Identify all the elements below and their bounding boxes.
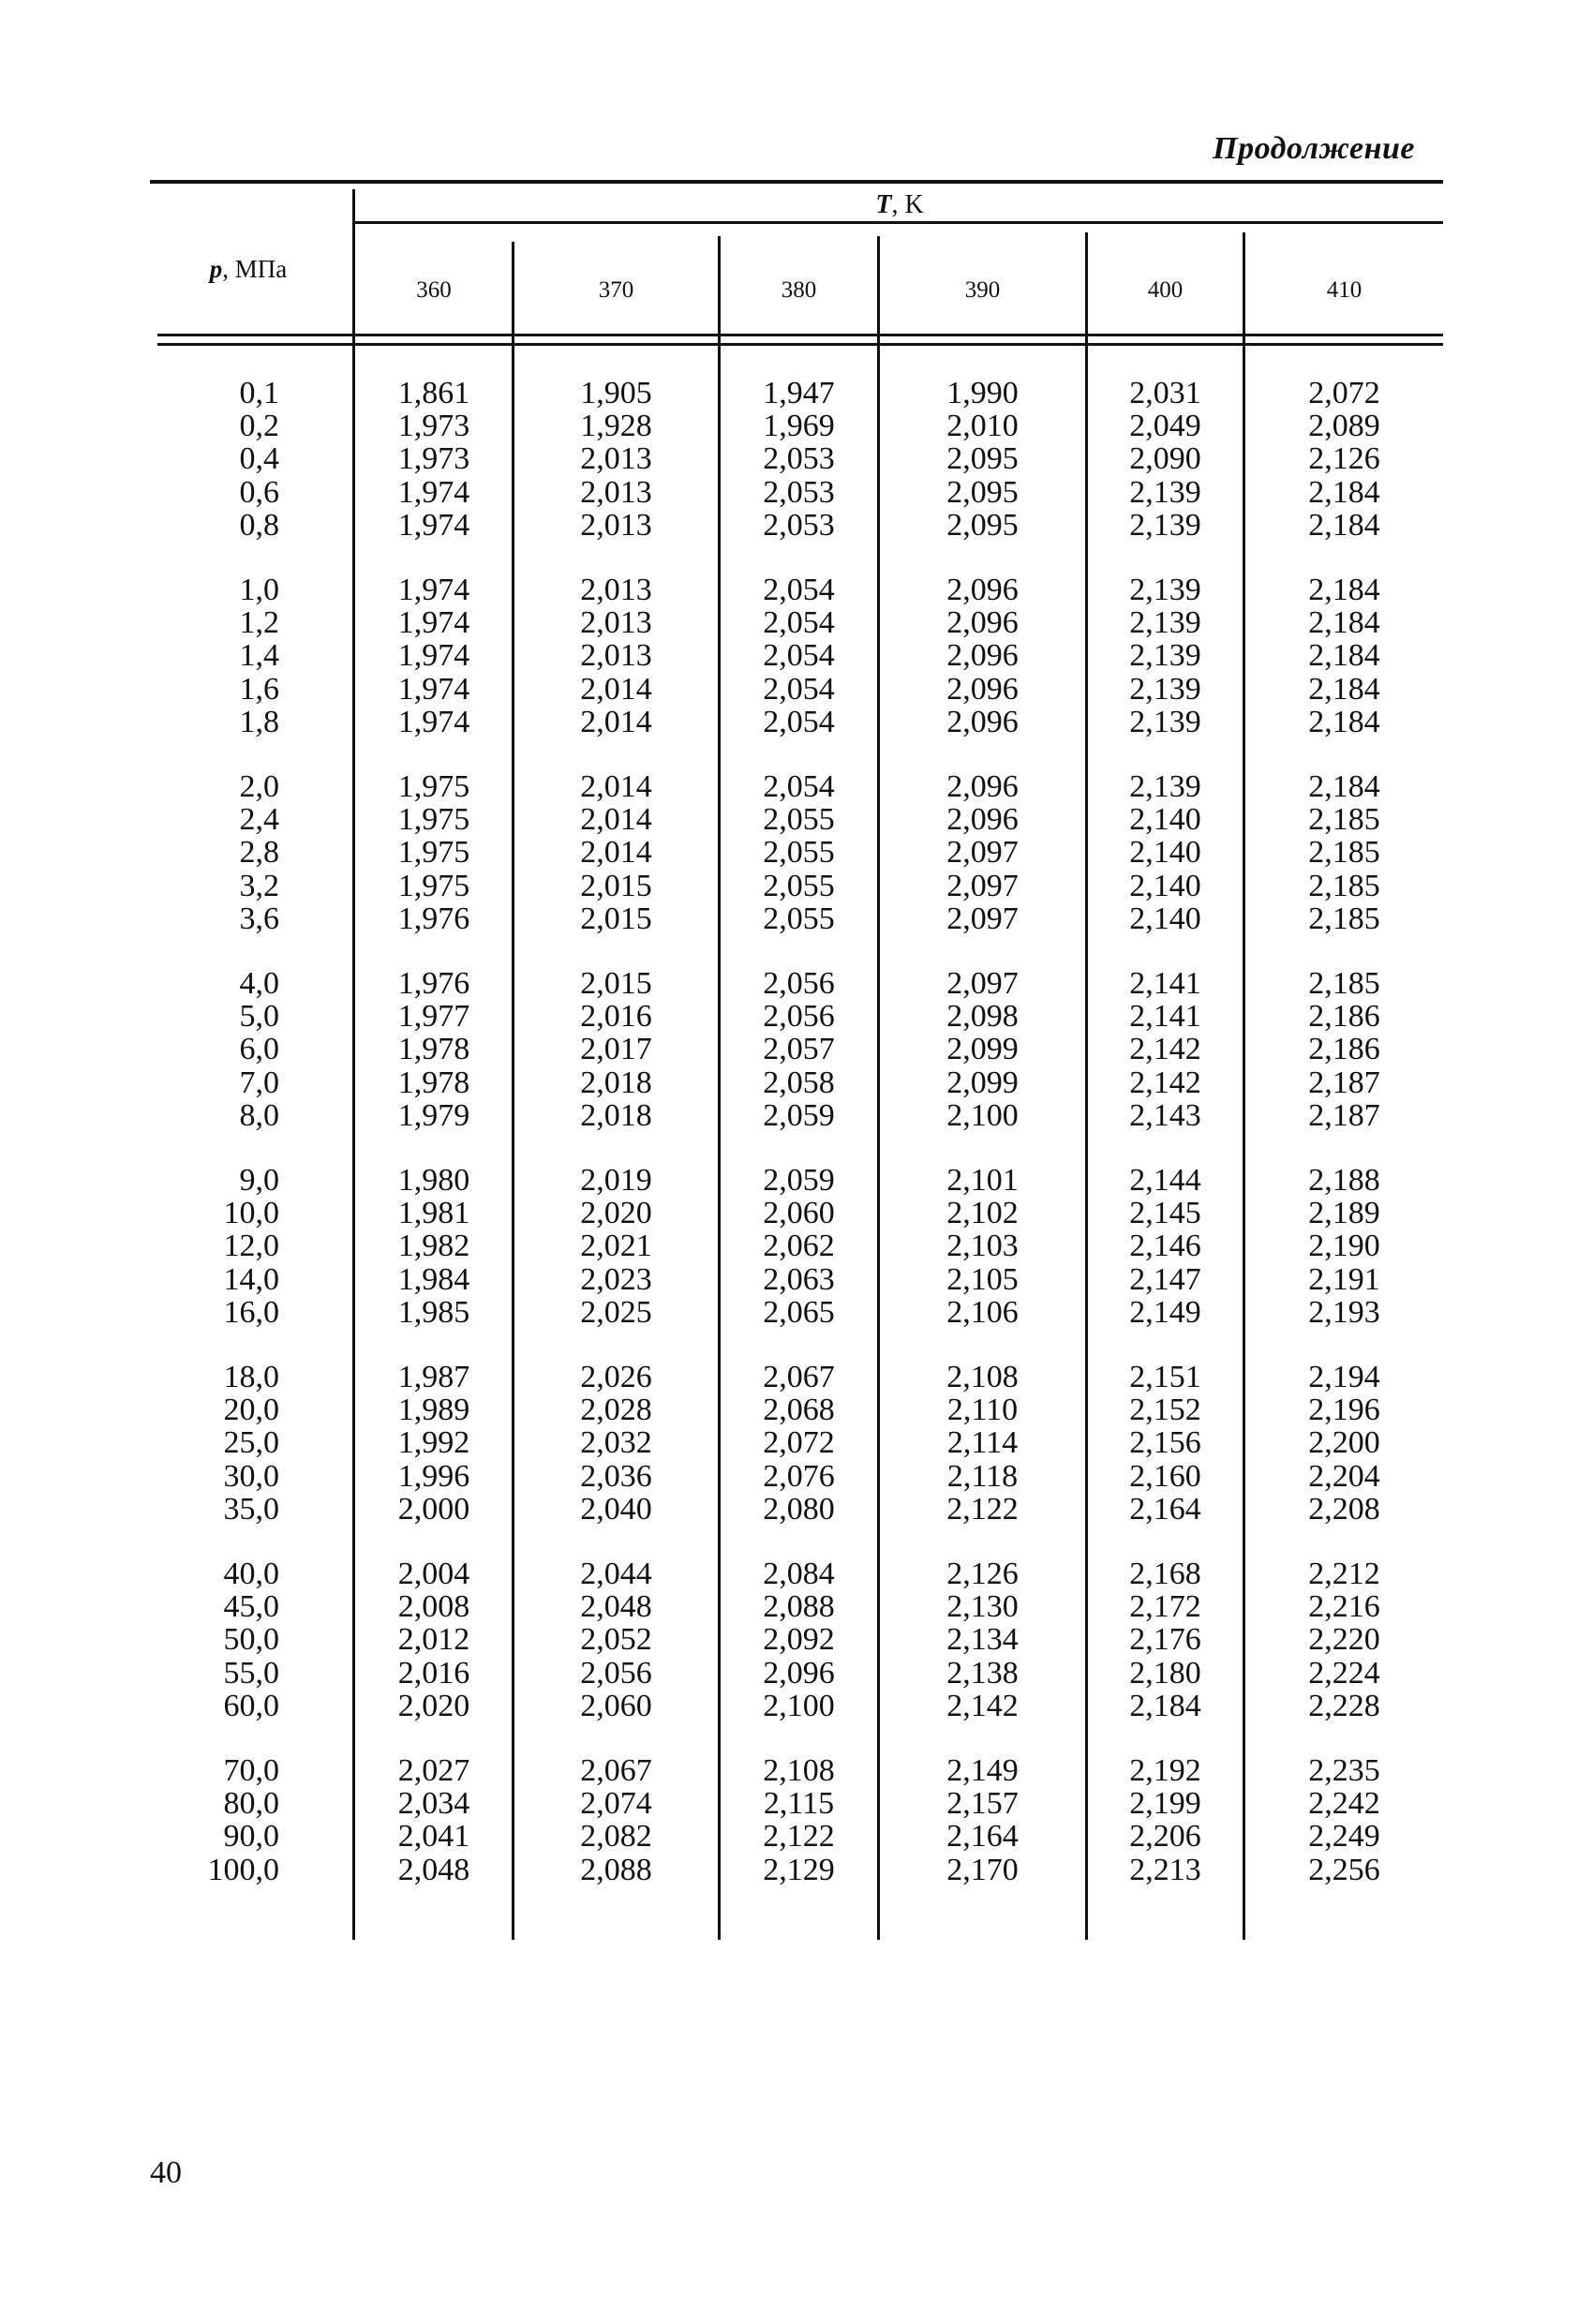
- value-cell: 2,097: [946, 966, 1019, 1001]
- value-cell: 2,031: [1129, 376, 1201, 410]
- value-cell: 2,193: [1308, 1294, 1380, 1330]
- value-cell: 2,099: [946, 1065, 1019, 1100]
- value-cell: 2,208: [1308, 1491, 1380, 1527]
- temperature-column-header: 400: [1147, 277, 1184, 303]
- value-cell: 2,192: [1129, 1753, 1201, 1788]
- pressure-cell: 55,0: [223, 1655, 279, 1691]
- value-cell: 2,036: [580, 1458, 652, 1494]
- value-cell: 2,014: [580, 802, 652, 838]
- value-cell: 2,185: [1308, 901, 1380, 936]
- value-cell: 2,139: [1129, 769, 1201, 804]
- value-cell: 2,060: [580, 1688, 652, 1723]
- value-cell: 2,228: [1308, 1688, 1380, 1723]
- value-cell: 2,018: [580, 1097, 652, 1133]
- value-cell: 2,204: [1308, 1458, 1380, 1494]
- value-cell: 2,151: [1129, 1360, 1201, 1394]
- value-cell: 1,981: [397, 1196, 470, 1231]
- value-cell: 2,000: [397, 1491, 470, 1527]
- value-cell: 2,041: [397, 1819, 470, 1855]
- value-cell: 2,139: [1129, 573, 1201, 607]
- value-cell: 2,170: [946, 1852, 1019, 1887]
- value-cell: 2,190: [1308, 1229, 1380, 1264]
- value-cell: 2,026: [580, 1360, 652, 1394]
- value-cell: 2,149: [1129, 1294, 1201, 1330]
- value-cell: 2,056: [580, 1655, 652, 1691]
- value-cell: 2,027: [397, 1753, 470, 1788]
- value-cell: 2,040: [580, 1491, 652, 1527]
- value-cell: 2,102: [946, 1196, 1019, 1231]
- pressure-cell: 8,0: [239, 1097, 279, 1133]
- pressure-cell: 2,0: [239, 769, 279, 804]
- pressure-cell: 1,0: [239, 573, 279, 607]
- value-cell: 2,199: [1129, 1786, 1201, 1822]
- value-cell: 1,985: [397, 1294, 470, 1330]
- pressure-cell: 1,8: [239, 704, 279, 739]
- pressure-cell: 90,0: [223, 1819, 279, 1855]
- value-cell: 2,122: [946, 1491, 1019, 1527]
- value-cell: 2,152: [1129, 1393, 1201, 1428]
- value-cell: 2,184: [1308, 769, 1380, 804]
- value-cell: 1,987: [397, 1360, 470, 1394]
- value-cell: 2,100: [763, 1688, 835, 1723]
- value-cell: 2,076: [763, 1458, 835, 1494]
- pressure-cell: 60,0: [223, 1688, 279, 1723]
- value-cell: 2,014: [580, 671, 652, 707]
- value-cell: 2,138: [946, 1655, 1019, 1691]
- value-cell: 2,013: [580, 507, 652, 543]
- value-cell: 2,140: [1129, 802, 1201, 838]
- value-cell: 2,060: [763, 1196, 835, 1231]
- value-cell: 2,057: [763, 1032, 835, 1067]
- page-number: 40: [150, 2155, 182, 2190]
- value-cell: 2,186: [1308, 999, 1380, 1035]
- value-cell: 2,010: [946, 409, 1019, 444]
- value-cell: 2,206: [1129, 1819, 1201, 1855]
- pressure-cell: 25,0: [223, 1425, 279, 1461]
- value-cell: 1,979: [397, 1097, 470, 1133]
- value-cell: 2,126: [1308, 441, 1380, 477]
- value-cell: 1,905: [580, 376, 652, 410]
- value-cell: 2,015: [580, 966, 652, 1001]
- value-cell: 2,095: [946, 507, 1019, 543]
- pressure-cell: 0,6: [239, 474, 279, 510]
- value-cell: 2,092: [763, 1622, 835, 1658]
- value-cell: 2,176: [1129, 1622, 1201, 1658]
- value-cell: 1,975: [397, 868, 470, 903]
- pressure-cell: 5,0: [239, 999, 279, 1035]
- pressure-cell: 1,6: [239, 671, 279, 707]
- value-cell: 2,054: [763, 605, 835, 641]
- value-cell: 2,145: [1129, 1196, 1201, 1231]
- value-cell: 1,974: [397, 573, 470, 607]
- value-cell: 2,088: [580, 1852, 652, 1887]
- value-cell: 2,015: [580, 868, 652, 903]
- value-cell: 2,017: [580, 1032, 652, 1067]
- value-cell: 2,072: [763, 1425, 835, 1461]
- value-cell: 1,975: [397, 835, 470, 871]
- pressure-cell: 6,0: [239, 1032, 279, 1067]
- value-cell: 2,224: [1308, 1655, 1380, 1691]
- value-cell: 2,056: [763, 966, 835, 1001]
- value-cell: 2,053: [763, 441, 835, 477]
- value-cell: 1,861: [397, 376, 470, 410]
- value-cell: 2,097: [946, 901, 1019, 936]
- value-cell: 2,122: [763, 1819, 835, 1855]
- value-cell: 2,101: [946, 1163, 1019, 1198]
- value-cell: 2,074: [580, 1786, 652, 1822]
- value-cell: 2,185: [1308, 868, 1380, 903]
- pressure-cell: 0,2: [239, 409, 279, 444]
- pressure-cell: 50,0: [223, 1622, 279, 1658]
- value-cell: 2,172: [1129, 1589, 1201, 1625]
- value-cell: 2,088: [763, 1589, 835, 1625]
- value-cell: 2,108: [946, 1360, 1019, 1394]
- value-cell: 1,974: [397, 605, 470, 641]
- temperature-column-header: 380: [781, 277, 817, 303]
- pressure-cell: 20,0: [223, 1393, 279, 1428]
- value-cell: 1,975: [397, 802, 470, 838]
- value-cell: 2,020: [397, 1688, 470, 1723]
- value-cell: 2,146: [1129, 1229, 1201, 1264]
- pressure-cell: 7,0: [239, 1065, 279, 1100]
- value-cell: 1,973: [397, 409, 470, 444]
- value-cell: 2,140: [1129, 835, 1201, 871]
- value-cell: 2,235: [1308, 1753, 1380, 1788]
- temperature-column-header: 390: [964, 277, 1001, 303]
- value-cell: 2,156: [1129, 1425, 1201, 1461]
- value-cell: 2,012: [397, 1622, 470, 1658]
- value-cell: 2,054: [763, 638, 835, 674]
- value-cell: 2,052: [580, 1622, 652, 1658]
- value-cell: 2,191: [1308, 1261, 1380, 1297]
- value-cell: 1,974: [397, 638, 470, 674]
- value-cell: 2,141: [1129, 966, 1201, 1001]
- value-cell: 2,187: [1308, 1097, 1380, 1133]
- value-cell: 2,013: [580, 638, 652, 674]
- pressure-cell: 9,0: [239, 1163, 279, 1198]
- value-cell: 2,059: [763, 1097, 835, 1133]
- value-cell: 2,185: [1308, 835, 1380, 871]
- value-cell: 2,053: [763, 507, 835, 543]
- value-cell: 1,947: [763, 376, 835, 410]
- pressure-cell: 4,0: [239, 966, 279, 1001]
- value-cell: 1,976: [397, 966, 470, 1001]
- value-cell: 2,256: [1308, 1852, 1380, 1887]
- value-cell: 2,055: [763, 835, 835, 871]
- value-cell: 2,187: [1308, 1065, 1380, 1100]
- value-cell: 2,139: [1129, 671, 1201, 707]
- value-cell: 2,016: [397, 1655, 470, 1691]
- value-cell: 2,028: [580, 1393, 652, 1428]
- value-cell: 2,084: [763, 1557, 835, 1591]
- value-cell: 2,141: [1129, 999, 1201, 1035]
- pressure-cell: 14,0: [223, 1261, 279, 1297]
- value-cell: 2,096: [946, 638, 1019, 674]
- value-cell: 2,168: [1129, 1557, 1201, 1591]
- value-cell: 2,062: [763, 1229, 835, 1264]
- value-cell: 2,142: [1129, 1032, 1201, 1067]
- value-cell: 2,096: [946, 671, 1019, 707]
- pressure-cell: 70,0: [223, 1753, 279, 1788]
- value-cell: 2,096: [946, 605, 1019, 641]
- value-cell: 2,097: [946, 868, 1019, 903]
- value-cell: 2,021: [580, 1229, 652, 1264]
- pressure-cell: 10,0: [223, 1196, 279, 1231]
- value-cell: 2,139: [1129, 704, 1201, 739]
- value-cell: 2,098: [946, 999, 1019, 1035]
- value-cell: 2,067: [580, 1753, 652, 1788]
- value-cell: 2,188: [1308, 1163, 1380, 1198]
- value-cell: 2,053: [763, 474, 835, 510]
- value-cell: 2,140: [1129, 868, 1201, 903]
- value-cell: 2,164: [1129, 1491, 1201, 1527]
- temperature-unit: , K: [891, 190, 924, 219]
- value-cell: 2,139: [1129, 638, 1201, 674]
- value-cell: 2,106: [946, 1294, 1019, 1330]
- value-cell: 2,080: [763, 1491, 835, 1527]
- value-cell: 2,058: [763, 1065, 835, 1100]
- value-cell: 2,096: [763, 1655, 835, 1691]
- value-cell: 2,147: [1129, 1261, 1201, 1297]
- value-cell: 2,242: [1308, 1786, 1380, 1822]
- value-cell: 1,973: [397, 441, 470, 477]
- value-cell: 2,054: [763, 671, 835, 707]
- value-cell: 2,054: [763, 769, 835, 804]
- value-cell: 2,044: [580, 1557, 652, 1591]
- value-cell: 2,095: [946, 441, 1019, 477]
- pressure-cell: 12,0: [223, 1229, 279, 1264]
- pressure-cell: 16,0: [223, 1294, 279, 1330]
- value-cell: 2,054: [763, 573, 835, 607]
- pressure-cell: 2,8: [239, 835, 279, 871]
- value-cell: 2,157: [946, 1786, 1019, 1822]
- value-cell: 2,130: [946, 1589, 1019, 1625]
- value-cell: 2,055: [763, 802, 835, 838]
- value-cell: 2,056: [763, 999, 835, 1035]
- value-cell: 2,096: [946, 573, 1019, 607]
- value-cell: 1,974: [397, 671, 470, 707]
- pressure-cell: 0,4: [239, 441, 279, 477]
- pressure-cell: 45,0: [223, 1589, 279, 1625]
- pressure-cell: 35,0: [223, 1491, 279, 1527]
- value-cell: 2,008: [397, 1589, 470, 1625]
- value-cell: 2,213: [1129, 1852, 1201, 1887]
- pressure-cell: 0,1: [239, 376, 279, 410]
- value-cell: 2,099: [946, 1032, 1019, 1067]
- value-cell: 2,090: [1129, 441, 1201, 477]
- pressure-cell: 1,2: [239, 605, 279, 641]
- value-cell: 2,013: [580, 573, 652, 607]
- pressure-symbol: p: [209, 255, 223, 283]
- value-cell: 2,184: [1308, 638, 1380, 674]
- value-cell: 2,072: [1308, 376, 1380, 410]
- value-cell: 2,096: [946, 802, 1019, 838]
- value-cell: 2,184: [1308, 474, 1380, 510]
- value-cell: 2,220: [1308, 1622, 1380, 1658]
- value-cell: 2,129: [763, 1852, 835, 1887]
- value-cell: 1,990: [946, 376, 1019, 410]
- value-cell: 2,115: [763, 1786, 835, 1822]
- pressure-cell: 1,4: [239, 638, 279, 674]
- value-cell: 2,200: [1308, 1425, 1380, 1461]
- value-cell: 2,118: [946, 1458, 1019, 1494]
- value-cell: 2,020: [580, 1196, 652, 1231]
- value-cell: 2,142: [1129, 1065, 1201, 1100]
- value-cell: 2,014: [580, 835, 652, 871]
- value-cell: 2,249: [1308, 1819, 1380, 1855]
- pressure-cell: 0,8: [239, 507, 279, 543]
- value-cell: 2,139: [1129, 474, 1201, 510]
- value-cell: 2,016: [580, 999, 652, 1035]
- value-cell: 2,089: [1308, 409, 1380, 444]
- pressure-cell: 30,0: [223, 1458, 279, 1494]
- value-cell: 2,025: [580, 1294, 652, 1330]
- value-cell: 1,978: [397, 1065, 470, 1100]
- value-cell: 2,034: [397, 1786, 470, 1822]
- value-cell: 2,032: [580, 1425, 652, 1461]
- value-cell: 2,186: [1308, 1032, 1380, 1067]
- value-cell: 2,126: [946, 1557, 1019, 1591]
- value-cell: 2,059: [763, 1163, 835, 1198]
- value-cell: 1,996: [397, 1458, 470, 1494]
- value-cell: 2,095: [946, 474, 1019, 510]
- continuation-label: Продолжение: [1213, 131, 1415, 166]
- value-cell: 2,014: [580, 704, 652, 739]
- value-cell: 2,015: [580, 901, 652, 936]
- value-cell: 2,139: [1129, 605, 1201, 641]
- value-cell: 2,144: [1129, 1163, 1201, 1198]
- pressure-cell: 3,2: [239, 868, 279, 903]
- value-cell: 2,105: [946, 1261, 1019, 1297]
- value-cell: 2,055: [763, 868, 835, 903]
- pressure-cell: 18,0: [223, 1360, 279, 1394]
- value-cell: 2,004: [397, 1557, 470, 1591]
- value-cell: 1,980: [397, 1163, 470, 1198]
- pressure-cell: 40,0: [223, 1557, 279, 1591]
- value-cell: 2,082: [580, 1819, 652, 1855]
- temperature-column-header: 410: [1326, 277, 1362, 303]
- value-cell: 2,014: [580, 769, 652, 804]
- value-cell: 2,018: [580, 1065, 652, 1100]
- value-cell: 2,216: [1308, 1589, 1380, 1625]
- value-cell: 2,097: [946, 835, 1019, 871]
- value-cell: 2,068: [763, 1393, 835, 1428]
- value-cell: 1,974: [397, 507, 470, 543]
- value-cell: 2,180: [1129, 1655, 1201, 1691]
- value-cell: 2,194: [1308, 1360, 1380, 1394]
- value-cell: 2,142: [946, 1688, 1019, 1723]
- value-cell: 2,013: [580, 605, 652, 641]
- value-cell: 2,184: [1308, 507, 1380, 543]
- value-cell: 2,049: [1129, 409, 1201, 444]
- value-cell: 2,185: [1308, 802, 1380, 838]
- value-cell: 1,928: [580, 409, 652, 444]
- pressure-cell: 80,0: [223, 1786, 279, 1822]
- value-cell: 2,196: [1308, 1393, 1380, 1428]
- pressure-cell: 2,4: [239, 802, 279, 838]
- pressure-cell: 3,6: [239, 901, 279, 936]
- value-cell: 2,160: [1129, 1458, 1201, 1494]
- pressure-unit: , МПа: [222, 255, 288, 283]
- value-cell: 2,048: [580, 1589, 652, 1625]
- value-cell: 2,096: [946, 704, 1019, 739]
- value-cell: 2,055: [763, 901, 835, 936]
- value-cell: 2,184: [1308, 671, 1380, 707]
- value-cell: 2,140: [1129, 901, 1201, 936]
- value-cell: 2,054: [763, 704, 835, 739]
- temperature-column-header: 360: [416, 277, 452, 303]
- temperature-symbol: T: [875, 190, 892, 219]
- temperature-column-header: 370: [598, 277, 634, 303]
- value-cell: 2,065: [763, 1294, 835, 1330]
- value-cell: 1,978: [397, 1032, 470, 1067]
- value-cell: 2,048: [397, 1852, 470, 1887]
- value-cell: 2,063: [763, 1261, 835, 1297]
- value-cell: 2,110: [946, 1393, 1019, 1428]
- value-cell: 1,969: [763, 409, 835, 444]
- value-cell: 2,108: [763, 1753, 835, 1788]
- value-cell: 2,189: [1308, 1196, 1380, 1231]
- value-cell: 1,989: [397, 1393, 470, 1428]
- value-cell: 1,974: [397, 474, 470, 510]
- value-cell: 2,100: [946, 1097, 1019, 1133]
- value-cell: 2,103: [946, 1229, 1019, 1264]
- value-cell: 1,992: [397, 1425, 470, 1461]
- value-cell: 2,013: [580, 474, 652, 510]
- value-cell: 2,134: [946, 1622, 1019, 1658]
- value-cell: 2,184: [1308, 573, 1380, 607]
- value-cell: 2,185: [1308, 966, 1380, 1001]
- value-cell: 2,096: [946, 769, 1019, 804]
- value-cell: 2,143: [1129, 1097, 1201, 1133]
- value-cell: 2,184: [1308, 605, 1380, 641]
- value-cell: 2,013: [580, 441, 652, 477]
- value-cell: 2,184: [1129, 1688, 1201, 1723]
- value-cell: 2,164: [946, 1819, 1019, 1855]
- value-cell: 1,982: [397, 1229, 470, 1264]
- value-cell: 2,212: [1308, 1557, 1380, 1591]
- value-cell: 1,976: [397, 901, 470, 936]
- value-cell: 2,023: [580, 1261, 652, 1297]
- value-cell: 1,975: [397, 769, 470, 804]
- value-cell: 1,974: [397, 704, 470, 739]
- value-cell: 2,114: [946, 1425, 1019, 1461]
- value-cell: 2,139: [1129, 507, 1201, 543]
- value-cell: 2,067: [763, 1360, 835, 1394]
- value-cell: 2,184: [1308, 704, 1380, 739]
- value-cell: 2,149: [946, 1753, 1019, 1788]
- value-cell: 2,019: [580, 1163, 652, 1198]
- pressure-cell: 100,0: [207, 1852, 279, 1887]
- value-cell: 1,977: [397, 999, 470, 1035]
- value-cell: 1,984: [397, 1261, 470, 1297]
